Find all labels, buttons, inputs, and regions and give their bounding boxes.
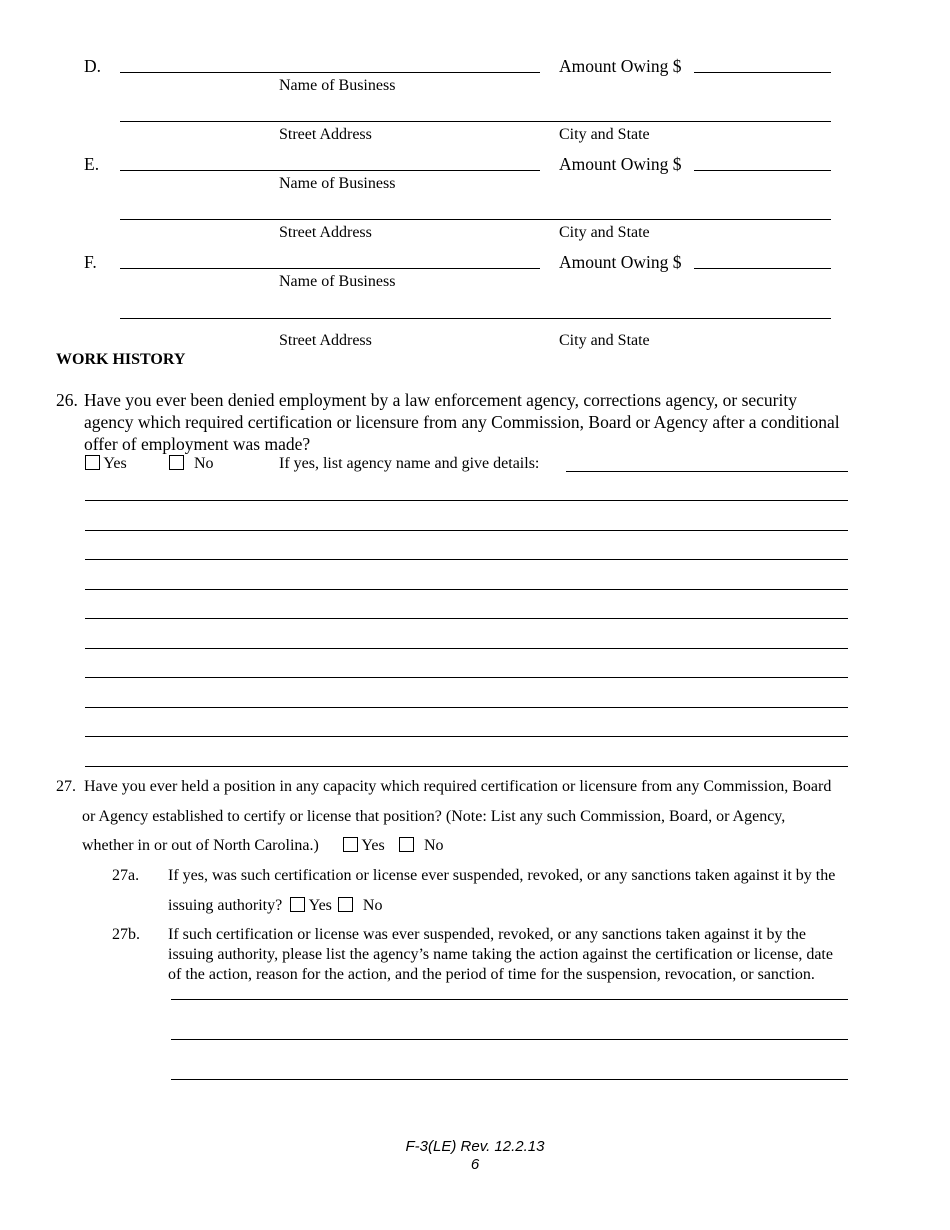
city-state-label: City and State bbox=[559, 126, 650, 143]
answer-line[interactable] bbox=[85, 766, 848, 767]
answer-line[interactable] bbox=[171, 999, 848, 1000]
q27-text-line2: or Agency established to certify or license that position? (Note: List any such Commission, Board, or Agency, bbox=[82, 808, 786, 825]
q26-yes-option[interactable] bbox=[85, 455, 127, 473]
answer-line[interactable] bbox=[85, 618, 848, 619]
address-field[interactable] bbox=[120, 318, 831, 319]
question-number: 27b. bbox=[112, 926, 140, 943]
amount-owing-label: Amount Owing $ bbox=[559, 56, 682, 76]
no-label: No bbox=[194, 455, 214, 472]
yes-checkbox[interactable] bbox=[85, 455, 100, 470]
street-address-label: Street Address bbox=[279, 224, 372, 241]
no-checkbox[interactable] bbox=[169, 455, 184, 470]
city-state-label: City and State bbox=[559, 332, 650, 349]
name-of-business-label: Name of Business bbox=[279, 77, 396, 94]
answer-line[interactable] bbox=[85, 707, 848, 708]
question-number: 27a. bbox=[112, 867, 140, 884]
amount-owing-label: Amount Owing $ bbox=[559, 154, 682, 174]
q27-no-option[interactable] bbox=[399, 837, 444, 855]
q27a-text-line2 bbox=[168, 897, 382, 915]
amount-owing-field[interactable] bbox=[694, 170, 831, 171]
city-state-label: City and State bbox=[559, 224, 650, 241]
form-revision: F-3(LE) Rev. 12.2.13 bbox=[405, 1138, 545, 1155]
no-label: No bbox=[424, 837, 444, 854]
address-field[interactable] bbox=[120, 121, 831, 122]
q27-text-line1: Have you ever held a position in any capacity which required certification or licensure from any Commission, Board bbox=[84, 778, 832, 795]
name-of-business-label: Name of Business bbox=[279, 175, 396, 192]
q27a-text-line1: If yes, was such certification or license ever suspended, revoked, or any sanctions taken against it by the bbox=[168, 867, 836, 884]
answer-line[interactable] bbox=[85, 530, 848, 531]
section-heading: WORK HISTORY bbox=[56, 351, 186, 368]
address-field[interactable] bbox=[120, 219, 831, 220]
q26-no-option[interactable] bbox=[169, 455, 214, 473]
q26-text-line2: agency which required certification or licensure from any Commission, Board or Agency after a conditional bbox=[84, 412, 840, 432]
creditor-letter: D. bbox=[84, 56, 102, 76]
page-number: 6 bbox=[470, 1156, 480, 1173]
question-number: 27. bbox=[56, 778, 76, 795]
yes-label: Yes bbox=[361, 837, 385, 854]
amount-owing-label: Amount Owing $ bbox=[559, 252, 682, 272]
business-name-field[interactable] bbox=[120, 72, 540, 73]
question-number: 26. bbox=[56, 390, 78, 410]
q27-text-line3: whether in or out of North Carolina.) bbox=[82, 837, 319, 854]
q26-details-label: If yes, list agency name and give details: bbox=[279, 455, 540, 472]
creditor-letter: F. bbox=[84, 252, 97, 272]
creditor-letter: E. bbox=[84, 154, 100, 174]
answer-line[interactable] bbox=[85, 559, 848, 560]
q27a-question-end: issuing authority? bbox=[168, 897, 283, 914]
answer-line[interactable] bbox=[85, 677, 848, 678]
no-checkbox[interactable] bbox=[338, 897, 353, 912]
amount-owing-field[interactable] bbox=[694, 72, 831, 73]
street-address-label: Street Address bbox=[279, 126, 372, 143]
business-name-field[interactable] bbox=[120, 268, 540, 269]
answer-line[interactable] bbox=[171, 1079, 848, 1080]
name-of-business-label: Name of Business bbox=[279, 273, 396, 290]
yes-checkbox[interactable] bbox=[290, 897, 305, 912]
answer-line[interactable] bbox=[85, 736, 848, 737]
yes-label: Yes bbox=[308, 897, 332, 914]
answer-line[interactable] bbox=[85, 589, 848, 590]
q27-yes-option[interactable] bbox=[343, 837, 385, 855]
q27b-text-line3: of the action, reason for the action, and the period of time for the suspension, revocation, or sanction. bbox=[168, 966, 815, 983]
q27b-text-line2: issuing authority, please list the agency’s name taking the action against the certification or license, date bbox=[168, 946, 833, 963]
street-address-label: Street Address bbox=[279, 332, 372, 349]
no-checkbox[interactable] bbox=[399, 837, 414, 852]
amount-owing-field[interactable] bbox=[694, 268, 831, 269]
q26-details-field[interactable] bbox=[566, 471, 848, 472]
q27b-text-line1: If such certification or license was ever suspended, revoked, or any sanctions taken against it by the bbox=[168, 926, 807, 943]
answer-line[interactable] bbox=[85, 500, 848, 501]
no-label: No bbox=[362, 897, 383, 914]
yes-label: Yes bbox=[103, 455, 127, 472]
yes-checkbox[interactable] bbox=[343, 837, 358, 852]
q26-text-line3: offer of employment was made? bbox=[84, 434, 311, 454]
business-name-field[interactable] bbox=[120, 170, 540, 171]
answer-line[interactable] bbox=[85, 648, 848, 649]
answer-line[interactable] bbox=[171, 1039, 848, 1040]
q26-text-line1: Have you ever been denied employment by a law enforcement agency, corrections agency, or security bbox=[84, 390, 797, 410]
